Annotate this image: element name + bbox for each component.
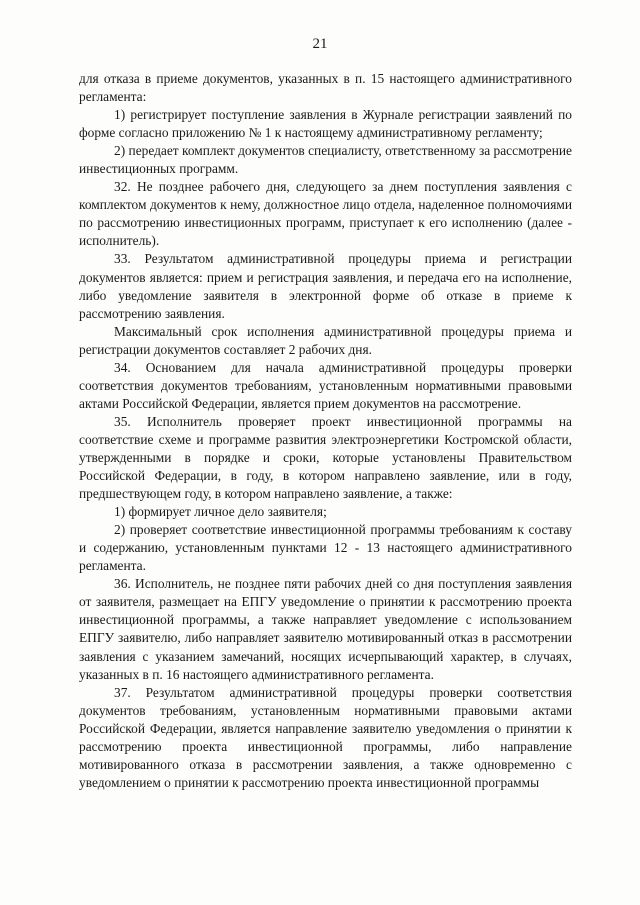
paragraph-34: 34. Основанием для начала административной процедуры проверки соответствия документов требованиям, установленным нормативными правовыми актами Российской Федерации, является прием документов на рассмотрение. xyxy=(79,359,572,411)
document-body xyxy=(79,70,572,792)
paragraph-35-item-2: 2) проверяет соответствие инвестиционной программы требованиям к составу и содержанию, установленным пунктами 12 - 13 настоящего административного регламента. xyxy=(79,522,572,574)
paragraph-36: 36. Исполнитель, не позднее пяти рабочих дней со дня поступления заявления от заявителя, размещает на ЕПГУ уведомление о принятии к рассмотрению проекта инвестиционной программы, а также направляет уведомление с использованием ЕПГУ заявителю, либо направляет заявителю мотивированный отказ в рассмотрении заявления с указанием замечаний, носящих исчерпывающий характер, в случаях, указанных в п. 16 настоящего административного регламента. xyxy=(79,576,572,682)
paragraph-33: 33. Результатом административной процедуры приема и регистрации документов является: прием и регистрация заявления, и передача его на исполнение, либо уведомление заявителя в электронной форме об отказе в приеме к рассмотрению заявления. xyxy=(79,251,572,321)
paragraph-37: 37. Результатом административной процедуры проверки соответствия документов требованиям, установленным нормативными правовыми актами Российской Федерации, является направление заявителю уведомления о принятии к рассмотрению проекта инвестиционной программы, либо направление мотивированного отказа в рассмотрении заявления, а также одновременно с уведомлением о принятии к рассмотрению проекта инвестиционной программы xyxy=(79,684,572,790)
paragraph-item-2: 2) передает комплект документов специалисту, ответственному за рассмотрение инвестиционных программ. xyxy=(79,143,572,177)
paragraph-max-term: Максимальный срок исполнения административной процедуры приема и регистрации документов составляет 2 рабочих дня. xyxy=(79,323,572,357)
paragraph-32: 32. Не позднее рабочего дня, следующего за днем поступления заявления с комплектом документов к нему, должностное лицо отдела, наделенное полномочиями по рассмотрению инвестиционных программ, приступает к его исполнению (далее - исполнитель). xyxy=(79,179,572,249)
paragraph-item-1: 1) регистрирует поступление заявления в Журнале регистрации заявлений по форме согласно приложению № 1 к настоящему административному регламенту; xyxy=(79,107,572,141)
paragraph-35-item-1: 1) формирует личное дело заявителя; xyxy=(114,504,327,520)
paragraph-continuation: для отказа в приеме документов, указанных в п. 15 настоящего административного регламента: xyxy=(79,71,572,105)
page-number: 21 xyxy=(312,36,328,52)
paragraph-35: 35. Исполнитель проверяет проект инвестиционной программы на соответствие схеме и программе развития электроэнергетики Костромской области, утвержденными в порядке и сроки, которые установлены Правительством Российской Федерации, в году, в котором направлено заявление, или в году, предшествующем году, в котором направлено заявление, а также: xyxy=(79,413,572,502)
